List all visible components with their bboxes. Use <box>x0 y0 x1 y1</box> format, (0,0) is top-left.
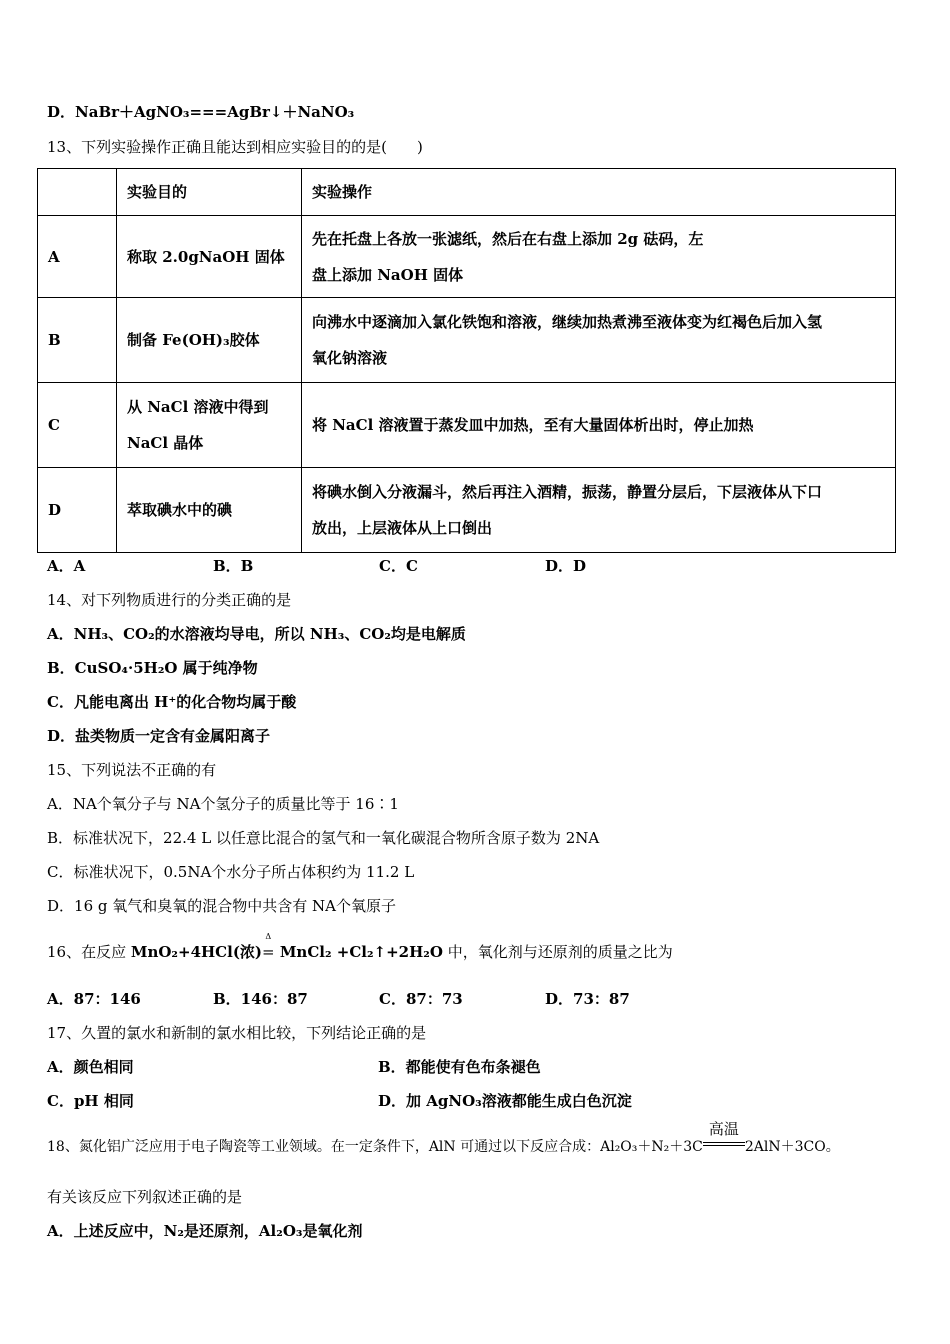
q14-stem: 14、对下列物质进行的分类正确的是 <box>47 591 292 609</box>
q13-option-c: C．C <box>379 557 418 575</box>
q15-option-b: B．标准状况下，22.4 L 以任意比混合的氢气和一氧化碳混合物所含原子数为 2NA <box>47 829 600 847</box>
operation-line: 放出，上层液体从上口倒出 <box>312 519 493 537</box>
q17-option-d: D．加 AgNO₃溶液都能生成白色沉淀 <box>378 1092 632 1110</box>
q17-option-c: C．pH 相同 <box>47 1092 134 1110</box>
row-operation <box>302 216 896 298</box>
row-operation <box>302 468 896 553</box>
row-label: D <box>38 468 117 553</box>
table-header-blank <box>38 169 117 216</box>
heat-mark-icon: Δ <box>265 932 272 941</box>
goal-line: 从 NaCl 溶液中得到 <box>127 398 269 416</box>
q13-option-a: A．A <box>47 557 86 575</box>
q18-stem2: 有关该反应下列叙述正确的是 <box>47 1188 243 1206</box>
q16-stem <box>47 932 673 962</box>
q17-option-a: A．颜色相同 <box>47 1058 134 1076</box>
table-row <box>38 383 896 468</box>
operation-line: 将碘水倒入分液漏斗，然后再注入酒精，振荡，静置分层后，下层液体从下口 <box>312 483 823 501</box>
row-goal <box>117 383 302 468</box>
q18-condition-label: 高温 <box>708 1120 739 1138</box>
q16-stem-pre: 16、在反应 <box>47 943 131 961</box>
operation-line: 向沸水中逐滴加入氯化铁饱和溶液，继续加热煮沸至液体变为红褐色后加入氢 <box>312 313 823 331</box>
row-operation: 将 NaCl 溶液置于蒸发皿中加热，至有大量固体析出时，停止加热 <box>302 383 896 468</box>
row-label: C <box>38 383 117 468</box>
q18-stem-post: 2AlN＋3CO。 <box>744 1139 840 1155</box>
q18-condition-sign <box>703 1120 745 1157</box>
q13-experiment-table <box>37 168 896 553</box>
q13-option-d: D．D <box>545 557 587 575</box>
q16-stem-post: 中，氧化剂与还原剂的质量之比为 <box>442 943 673 961</box>
table-row <box>38 468 896 553</box>
q16-option-a: A．87：146 <box>47 990 141 1008</box>
q15-stem: 15、下列说法不正确的有 <box>47 761 217 779</box>
row-goal: 萃取碘水中的碘 <box>117 468 302 553</box>
operation-line: 盘上添加 NaOH 固体 <box>312 265 464 284</box>
q13-option-b: B．B <box>213 557 254 575</box>
goal-line: NaCl 晶体 <box>127 434 204 452</box>
q15-option-d: D．16 g 氧气和臭氧的混合物中共含有 NA个氧原子 <box>47 897 396 915</box>
operation-line: 先在托盘上各放一张滤纸，然后在右盘上添加 2g 砝码，左 <box>312 229 704 248</box>
q16-option-c: C．87：73 <box>379 990 463 1008</box>
q16-options <box>47 989 711 1009</box>
double-line-icon <box>703 1142 745 1146</box>
q14-option-b: B．CuSO₄·5H₂O 属于纯净物 <box>47 659 258 677</box>
q14-option-c: C．凡能电离出 H⁺的化合物均属于酸 <box>47 693 297 711</box>
row-goal: 称取 2.0gNaOH 固体 <box>117 216 302 298</box>
q16-option-d: D．73：87 <box>545 990 630 1008</box>
q16-option-b: B．146：87 <box>213 990 308 1008</box>
q12-option-d: D．NaBr＋AgNO₃===AgBr↓＋NaNO₃ <box>47 103 355 121</box>
q18-stem <box>47 1120 840 1157</box>
q18-stem-pre: 18、氮化铝广泛应用于电子陶瓷等工业领域。在一定条件下，AlN 可通过以下反应合成：Al₂O₃＋N₂＋3C <box>47 1139 703 1155</box>
table-header-operation: 实验操作 <box>302 169 896 216</box>
q17-option-b: B．都能使有色布条褪色 <box>378 1058 541 1076</box>
q15-option-a: A．NA个氧分子与 NA个氢分子的质量比等于 16∶1 <box>47 795 399 813</box>
table-row <box>38 298 896 383</box>
q15-option-c: C．标准状况下，0.5NA个水分子所占体积约为 11.2 L <box>47 863 415 881</box>
q13-stem: 13、下列实验操作正确且能达到相应实验目的的是( ) <box>47 138 423 156</box>
q14-option-d: D．盐类物质一定含有金属阳离子 <box>47 727 271 745</box>
q17-stem: 17、久置的氯水和新制的氯水相比较，下列结论正确的是 <box>47 1024 427 1042</box>
q16-reaction-right: MnCl₂ +Cl₂↑+2H₂O <box>274 943 443 961</box>
row-label: A <box>38 216 117 298</box>
row-goal: 制备 Fe(OH)₃胶体 <box>117 298 302 383</box>
q18-option-a: A．上述反应中，N₂是还原剂，Al₂O₃是氧化剂 <box>47 1222 363 1240</box>
table-header-goal: 实验目的 <box>117 169 302 216</box>
operation-line: 氧化钠溶液 <box>312 349 388 367</box>
q16-reaction-sign: = <box>262 943 275 961</box>
q13-options <box>47 556 711 576</box>
table-row <box>38 216 896 298</box>
row-label: B <box>38 298 117 383</box>
q16-reaction-left: MnO₂+4HCl(浓) <box>130 943 263 961</box>
q14-option-a: A．NH₃、CO₂的水溶液均导电，所以 NH₃、CO₂均是电解质 <box>47 625 466 643</box>
row-operation <box>302 298 896 383</box>
